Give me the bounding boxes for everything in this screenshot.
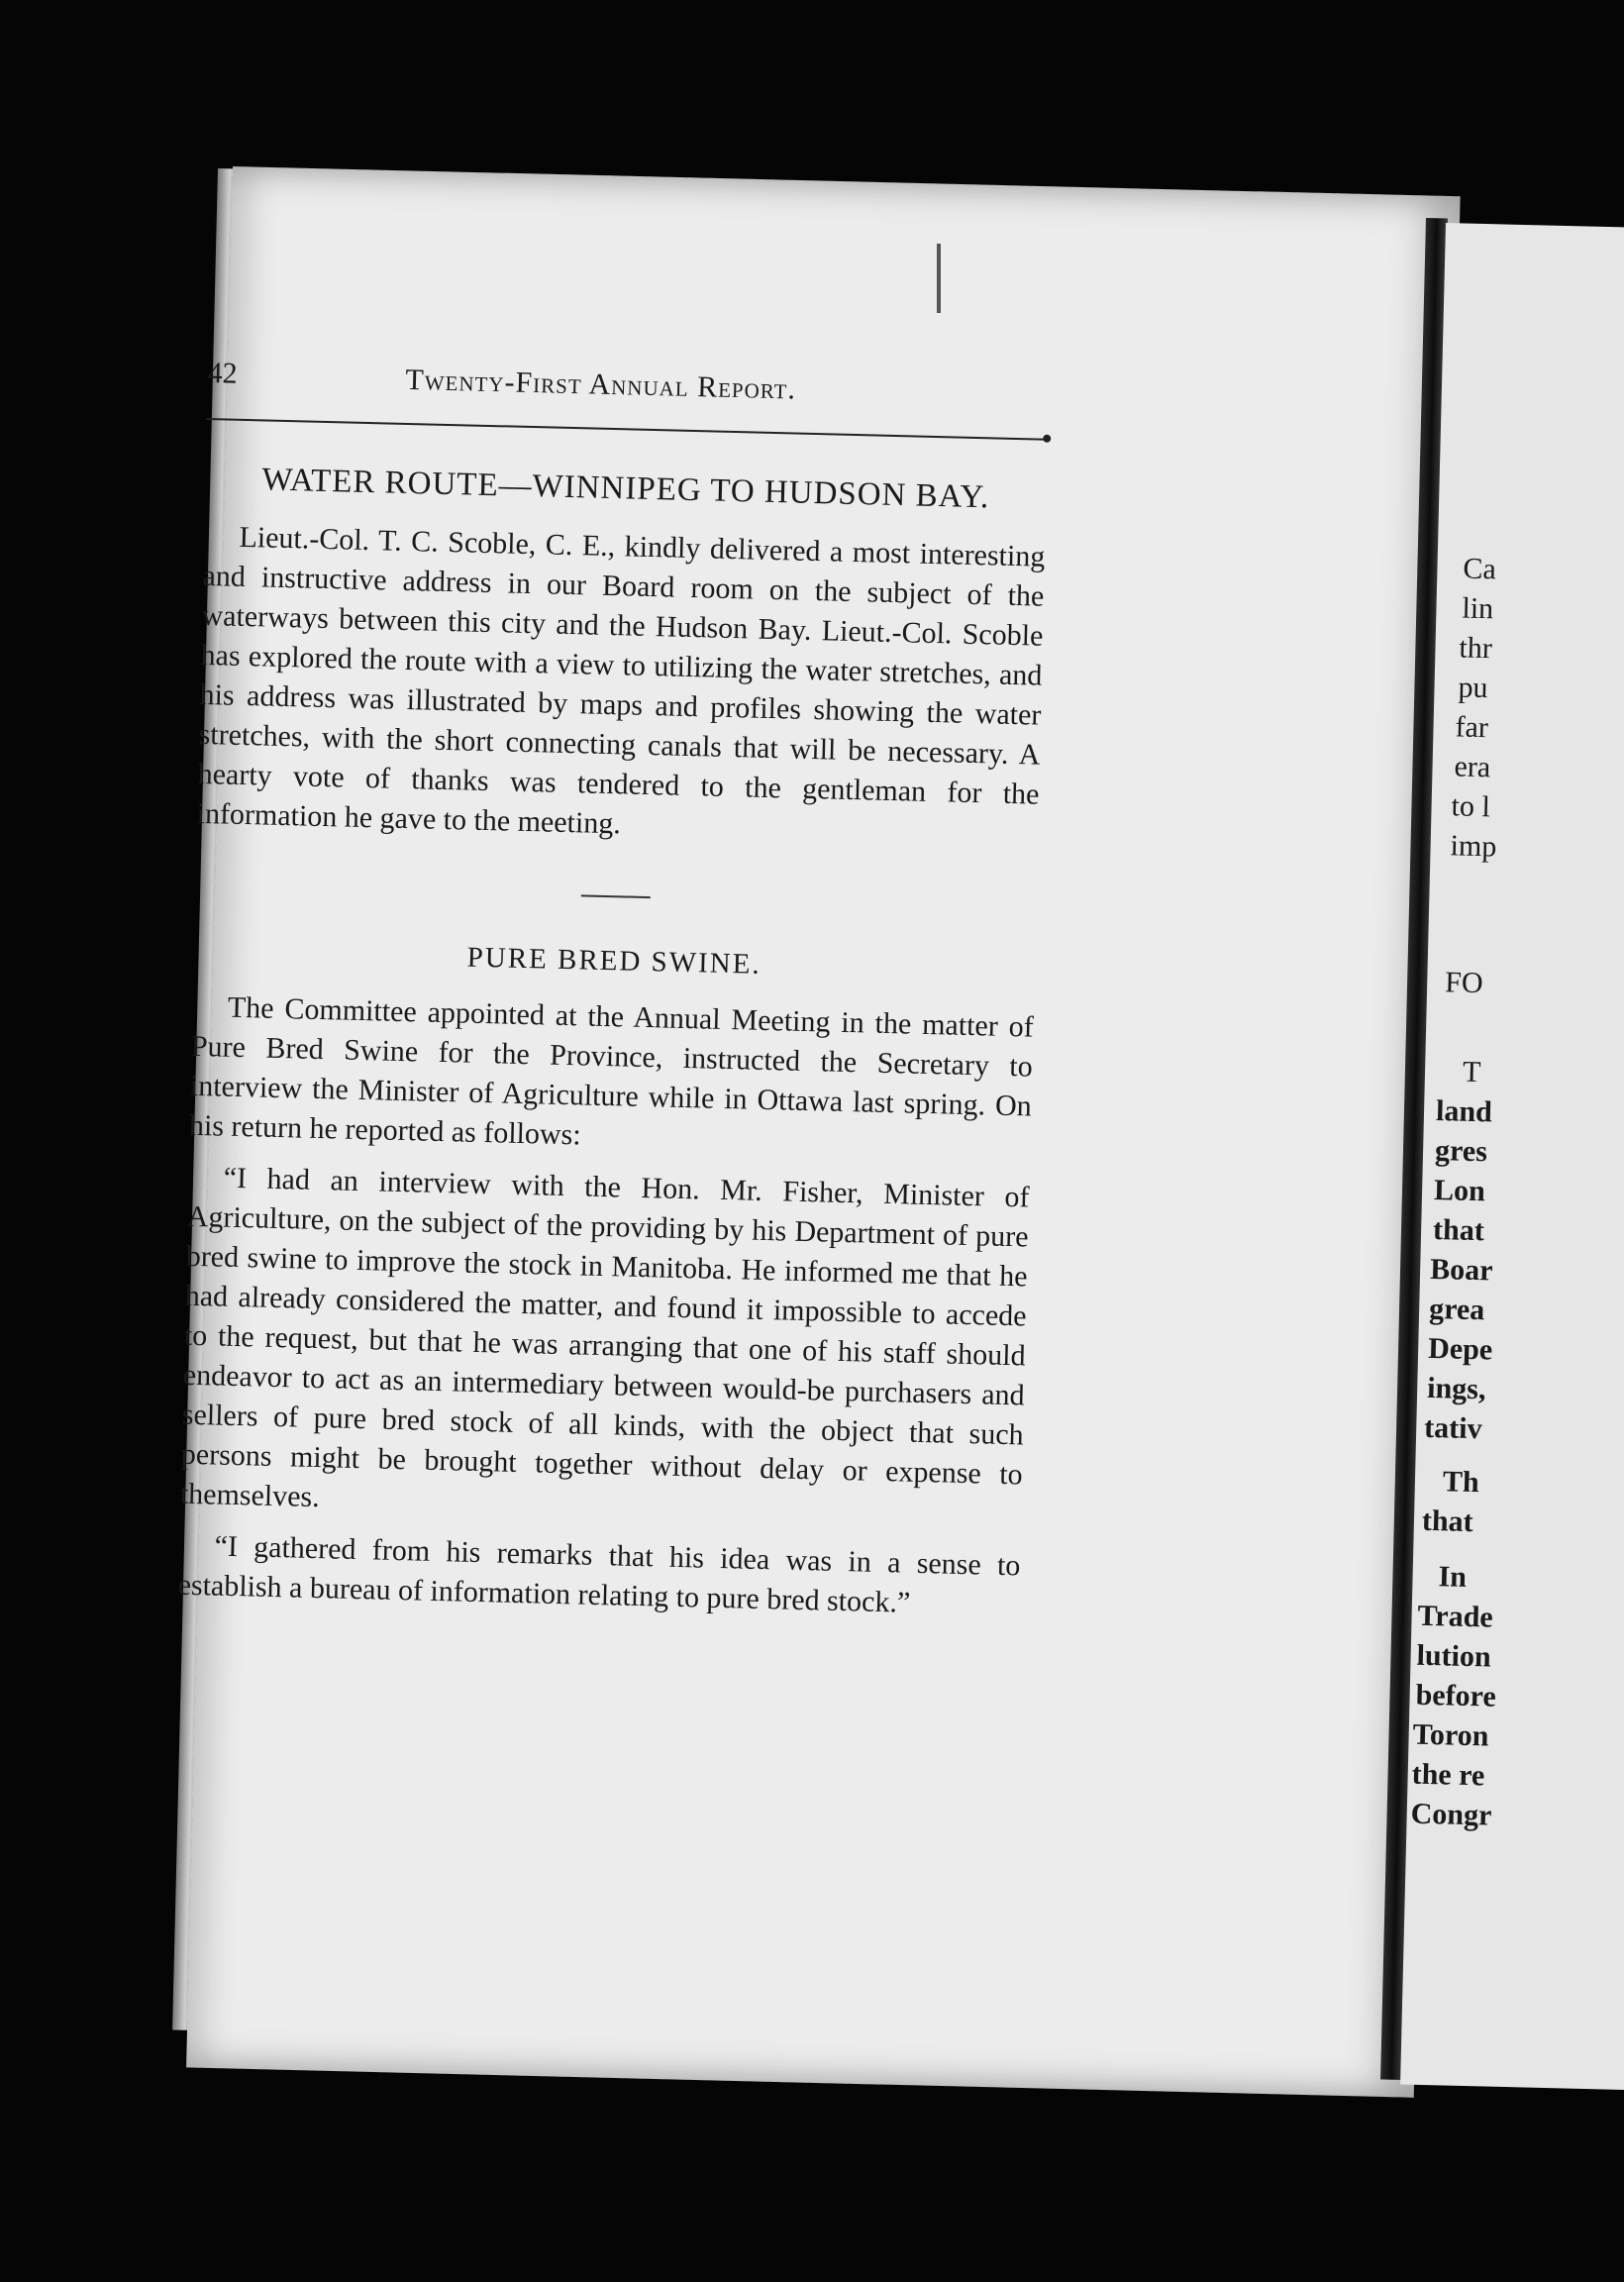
facing-heading-fragment: FO <box>1444 966 1484 1000</box>
running-head: Twenty-First Annual Report. <box>405 363 797 406</box>
page-content <box>177 357 1218 1630</box>
facing-fragment: Ca <box>1463 552 1497 586</box>
facing-fragment: the re <box>1411 1757 1485 1793</box>
facing-fragment: tativ <box>1423 1410 1482 1446</box>
facing-fragment: Lon <box>1433 1174 1486 1208</box>
facing-fragment: Trade <box>1417 1599 1494 1634</box>
facing-fragment: grea <box>1428 1292 1485 1327</box>
facing-fragment: lin <box>1462 591 1494 626</box>
paragraph-water-route: Lieut.-Col. T. C. Scoble, C. E., kindly delivered a most interesting and instructive address in our Board room on the subject of the waterways between this city and the Hudson Bay. Lieut.-Col. Scoble has explored the route with a view to utilizing the water stretches, and his address was illustrated by maps and profiles showing the water stretches, with the short connecting canals that will be necessary. A hearty vote of thanks was tendered to the gentleman for the information he gave to the meeting. <box>196 520 1046 841</box>
facing-fragment: Boar <box>1429 1252 1493 1288</box>
page-number: 42 <box>207 357 238 390</box>
facing-fragment: Th <box>1442 1465 1480 1500</box>
facing-fragment: land <box>1435 1094 1493 1129</box>
paragraph-committee: The Committee appointed at the Annual Meeting in the matter of Pure Bred Swine for the Province, instructed the Secretary to interview the Minister of Agriculture while in Ottawa last spring. On his return he reported as follows: <box>188 990 1035 1152</box>
facing-fragment: that <box>1421 1504 1474 1539</box>
facing-fragment: era <box>1454 750 1491 784</box>
facing-fragment: Congr <box>1410 1797 1492 1832</box>
facing-fragment: pu <box>1458 671 1488 705</box>
facing-fragment: ings, <box>1426 1371 1486 1406</box>
paragraph-bureau-quote: “I gathered from his remarks that his idea was in a sense to establish a bureau of information relating to pure bred stock.” <box>177 1529 1021 1619</box>
header-rule-end <box>1043 435 1051 443</box>
section-separator <box>581 894 651 898</box>
thumb-mark <box>937 244 941 313</box>
facing-fragment: In <box>1438 1560 1468 1594</box>
header-rule <box>206 418 1048 441</box>
section-title-water-route: WATER ROUTE—WINNIPEG TO HUDSON BAY. <box>261 462 990 516</box>
facing-fragment: lution <box>1416 1638 1492 1674</box>
facing-fragment: that <box>1432 1212 1485 1248</box>
paragraph-interview-quote: “I had an interview with the Hon. Mr. Fisher, Minister of Agriculture, on the subject of the providing by his Department of pure bred swine to improve the stock in Manitoba. He informed me that he had already considered the matter, and found it impossible to accede to the request, but that he was arranging that one of his staff should endeavor to act as an intermediary between would-be purchasers and sellers of pure bred stock of all kinds, with the object that such persons might be brought together without delay or expense to themselves. <box>179 1161 1030 1514</box>
facing-fragment: thr <box>1459 631 1493 666</box>
facing-fragment: before <box>1415 1678 1497 1713</box>
facing-fragment: gres <box>1434 1134 1488 1169</box>
facing-fragment: T <box>1462 1055 1481 1089</box>
section-title-pure-bred-swine: PURE BRED SWINE. <box>466 941 762 981</box>
facing-fragment: to l <box>1451 789 1491 824</box>
facing-fragment: Depe <box>1427 1331 1493 1367</box>
facing-fragment: Toron <box>1412 1717 1489 1753</box>
facing-fragment: far <box>1455 710 1489 745</box>
facing-fragment: imp <box>1450 829 1497 864</box>
